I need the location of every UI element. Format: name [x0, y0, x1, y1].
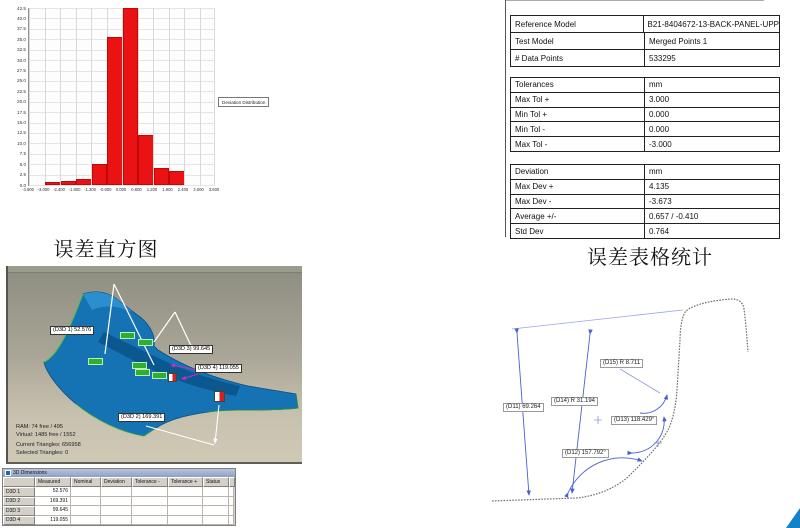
label-d3d1: (D3D 1) 52.576 [50, 326, 94, 335]
x-tick-label: 3.600 [208, 187, 220, 192]
status-line: Virtual: 1485 free / 1552 [16, 432, 76, 438]
grid-cell-empty [132, 506, 168, 516]
datum-marker [214, 391, 225, 402]
grid-cell-empty [71, 506, 101, 516]
grid-row-header: D3D 1 [3, 487, 35, 497]
table-cell-value: 0.764 [649, 226, 670, 236]
construction-line-top [512, 310, 683, 329]
grid-cell-empty [229, 487, 234, 497]
x-tick-label: -3.600 [22, 187, 34, 192]
grid-cell-empty [101, 497, 132, 507]
grid-cell-empty [203, 516, 229, 526]
note-tag [138, 339, 153, 346]
y-tick-label: 0.0 [19, 182, 26, 188]
status-line: RAM: 74 free / 495 [16, 424, 63, 430]
statistics-report [505, 0, 800, 240]
status-line: Selected Triangles: 0 [16, 450, 69, 456]
report-top-border [506, 0, 764, 1]
v-gridline [200, 8, 201, 185]
table-cell-value: Merged Points 1 [649, 36, 708, 46]
report-table-block [510, 15, 780, 67]
table-row [511, 179, 779, 194]
histogram-legend: Deviation Distribution [218, 97, 269, 107]
v-gridline [45, 8, 46, 185]
table-cell-label: Average +/- [511, 209, 645, 223]
x-tick-label: 3.000 [193, 187, 204, 192]
grid-header-cell: Measured [35, 477, 71, 487]
grid-cell-empty [229, 516, 234, 526]
grid-cell-empty [71, 516, 101, 526]
table-row [511, 194, 779, 209]
grid-row-header: D3D 3 [3, 506, 35, 516]
y-tick-label: 35.0 [17, 36, 26, 42]
grid-cell-empty [168, 516, 203, 526]
label-d3d3: (D3D 3) 99.645 [169, 345, 213, 354]
histogram-bar [169, 171, 185, 185]
grid-cell-empty [71, 497, 101, 507]
y-tick-label: 2.5 [19, 172, 26, 178]
grid-cell-empty [203, 497, 229, 507]
y-tick-label: 20.0 [17, 99, 26, 105]
table-cell-label: Test Model [511, 33, 645, 49]
grid-cell-empty [132, 487, 168, 497]
y-tick-label: 5.0 [19, 161, 26, 167]
grid-header-row [3, 477, 235, 487]
leader-d15 [620, 369, 660, 393]
y-tick-label: 25.0 [17, 78, 26, 84]
table-cell-value: 0.000 [649, 109, 670, 119]
table-row [511, 107, 779, 122]
grid-header-cell [229, 477, 235, 487]
grid-row [3, 506, 235, 516]
v-gridline [76, 8, 77, 185]
v-gridline [214, 8, 215, 185]
histogram-bar [123, 8, 139, 185]
table-row [511, 92, 779, 107]
table-cell-label: Reference Model [511, 16, 644, 32]
y-tick-label: 30.0 [17, 57, 26, 63]
table-cell-value: B21-8404672-13-BACK-PANEL-UPP [647, 19, 779, 29]
v-gridline [184, 8, 185, 185]
grid-header-cell: Deviation [101, 477, 132, 487]
table-row [511, 16, 779, 32]
grid-row-header: D3D 4 [3, 516, 35, 526]
v-gridline [60, 8, 61, 185]
y-tick-label: 32.5 [17, 47, 26, 53]
table-row [511, 136, 779, 151]
table-cell-label: Std Dev [511, 224, 645, 238]
x-tick-label: 0.000 [115, 187, 127, 192]
histogram-plot-area [28, 8, 215, 186]
table-row [511, 121, 779, 136]
table-cell-label: Min Tol - [511, 122, 645, 136]
y-tick-label: 42.5 [17, 5, 26, 11]
dim-arc-d12 [568, 458, 642, 493]
grid-row [3, 487, 235, 497]
grid-cell-measured: 52.576 [35, 487, 71, 497]
grid-cell-empty [168, 487, 203, 497]
y-tick-label: 7.5 [19, 151, 26, 157]
label-d12: (D12) 157.792° [562, 449, 609, 458]
grid-cell-empty [132, 516, 168, 526]
x-tick-label: 0.600 [131, 187, 142, 192]
histogram-caption: 误差直方图 [53, 239, 159, 261]
table-cell-label: Deviation [511, 165, 645, 179]
panel-icon [5, 470, 11, 476]
y-tick-label: 37.5 [17, 26, 26, 32]
stats-caption: 误差表格统计 [587, 247, 713, 269]
y-tick-label: 10.0 [17, 140, 26, 146]
report-table-block [510, 77, 780, 152]
dimensions-panel [2, 468, 236, 526]
grid-row [3, 516, 235, 526]
note-tag [88, 358, 103, 365]
x-tick-label: -1.200 [84, 187, 96, 192]
grid-cell-empty [229, 506, 234, 516]
table-cell-value: -3.000 [649, 139, 672, 149]
table-cell-label: Max Dev - [511, 195, 645, 209]
table-row [511, 208, 779, 223]
datum-marker [168, 373, 177, 382]
y-tick-label: 17.5 [17, 109, 26, 115]
histogram-bar [92, 164, 108, 185]
label-d13: (D13) 118.429° [611, 416, 657, 425]
table-row [511, 78, 779, 92]
grid-cell-empty [229, 497, 234, 507]
label-d3d4: (D3D 4) 119.055 [195, 364, 242, 373]
grid-row [3, 497, 235, 507]
y-tick-label: 27.5 [17, 68, 26, 73]
h-gridline [29, 185, 215, 186]
cad-viewport [6, 266, 302, 464]
label-d14: (D14) R 31.194 [551, 397, 598, 406]
grid-cell-empty [132, 497, 168, 507]
label-d3d2: (D3D 2) 169.391 [118, 413, 165, 422]
table-cell-value: 0.000 [649, 124, 670, 134]
dim-arc-d15 [640, 395, 667, 413]
grid-cell-empty [203, 487, 229, 497]
grid-row-header: D3D 2 [3, 497, 35, 507]
dimensions-grid [3, 477, 235, 525]
y-tick-label: 15.0 [17, 120, 26, 125]
grid-cell-empty [71, 487, 101, 497]
grid-cell-empty [101, 487, 132, 497]
histogram-bar [45, 182, 61, 185]
table-cell-value: 3.000 [649, 95, 670, 105]
table-cell-label: Min Tol + [511, 108, 645, 122]
table-row [511, 32, 779, 49]
note-tag [135, 369, 150, 376]
table-cell-value: mm [649, 167, 663, 177]
y-tick-label: 22.5 [17, 88, 26, 94]
histogram-bar [61, 181, 77, 185]
grid-cell-empty [203, 506, 229, 516]
center-mark [654, 439, 662, 447]
table-cell-value: 0.657 / -0.410 [649, 211, 699, 221]
v-gridline [153, 8, 154, 185]
status-line: Current Triangles: 656958 [16, 442, 81, 448]
table-cell-value: -3.673 [649, 196, 672, 206]
table-cell-label: Tolerances [511, 78, 645, 92]
x-tick-label: 1.800 [162, 187, 173, 192]
grid-header-cell [3, 477, 35, 487]
section-drawing [480, 285, 780, 520]
table-cell-value: mm [649, 80, 663, 90]
label-d11: (D11) 69.264 [503, 403, 544, 412]
grid-cell-measured: 169.391 [35, 497, 71, 507]
report-table-block [510, 164, 780, 239]
grid-header-cell: Nominal [71, 477, 101, 487]
note-tag [120, 332, 135, 339]
x-tick-label: 1.200 [146, 187, 158, 192]
table-row [511, 223, 779, 238]
histogram-bar [154, 168, 170, 185]
table-cell-label: Max Dev + [511, 180, 645, 194]
x-tick-label: -0.600 [99, 187, 112, 192]
table-cell-label: Max Tol - [511, 137, 645, 151]
dim-line-d11 [517, 333, 529, 495]
v-gridline [29, 8, 30, 185]
label-d15: (D15) R 8.711 [600, 359, 643, 368]
grid-header-cell: Tolerance - [132, 477, 168, 487]
x-tick-label: 2.400 [177, 187, 189, 192]
deviation-histogram [6, 4, 298, 206]
histogram-bar [138, 135, 154, 185]
v-gridline [91, 8, 92, 185]
y-tick-label: 12.5 [17, 130, 26, 136]
histogram-bar [76, 179, 92, 185]
center-mark [594, 416, 602, 424]
grid-header-cell: Tolerance + [168, 477, 203, 487]
x-tick-label: -2.400 [53, 187, 65, 192]
histogram-bar [107, 37, 123, 185]
x-tick-label: -1.800 [68, 187, 81, 192]
dimensions-panel-title: 3D Dimensions [13, 470, 47, 476]
dimensions-panel-titlebar [3, 469, 235, 477]
table-cell-label: # Data Points [511, 50, 645, 66]
y-tick-label: 40.0 [17, 15, 26, 21]
grid-cell-measured: 99.645 [35, 506, 71, 516]
table-row [511, 49, 779, 66]
grid-cell-empty [101, 516, 132, 526]
table-cell-value: 533295 [649, 53, 676, 63]
table-cell-value: 4.135 [649, 182, 670, 192]
grid-header-cell: Status [203, 477, 229, 487]
table-cell-label: Max Tol + [511, 93, 645, 107]
report-left-border [505, 0, 506, 237]
grid-cell-empty [101, 506, 132, 516]
table-row [511, 165, 779, 179]
x-tick-label: -3.000 [37, 187, 50, 192]
grid-cell-empty [168, 506, 203, 516]
profile-curve [492, 299, 748, 501]
note-tag [152, 372, 167, 379]
grid-cell-empty [168, 497, 203, 507]
v-gridline [169, 8, 170, 185]
grid-cell-measured: 119.055 [35, 516, 71, 526]
corner-wedge-decoration [786, 508, 800, 528]
note-tag [132, 362, 147, 369]
